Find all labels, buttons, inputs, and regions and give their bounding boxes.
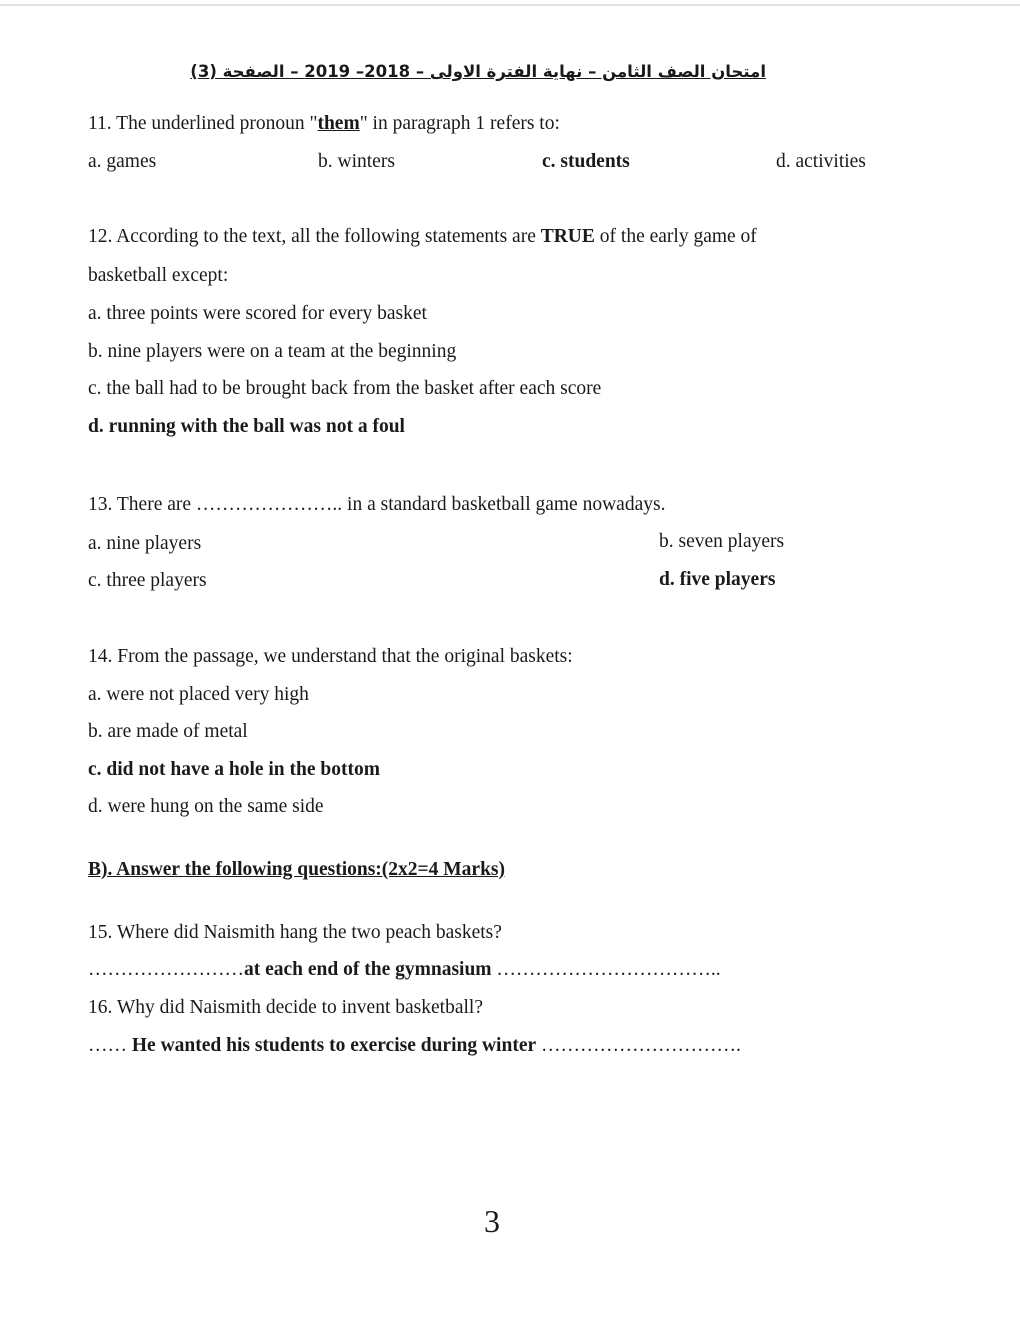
q14-option-b: b. are made of metal bbox=[88, 721, 248, 742]
q15-dots-before: …………………… bbox=[88, 959, 244, 980]
q13-option-a: a. nine players bbox=[88, 533, 202, 554]
page-top-edge bbox=[0, 4, 1020, 6]
q16-stem: 16. Why did Naismith decide to invent basketball? bbox=[88, 997, 483, 1018]
exam-header: امتحان الصف الثامن – نهاية الفترة الاولى – 2018– 2019 – الصفحة (3) bbox=[190, 62, 766, 81]
q14-option-d: d. were hung on the same side bbox=[88, 796, 324, 817]
q11-prefix: 11. The underlined pronoun " bbox=[88, 113, 318, 134]
q13-option-c: c. three players bbox=[88, 570, 207, 591]
q12-stem bbox=[88, 226, 757, 248]
q11-pronoun: them bbox=[317, 113, 360, 134]
q16-answer-line bbox=[88, 1035, 741, 1057]
q12-option-a: a. three points were scored for every basket bbox=[88, 303, 427, 324]
q11-option-b: b. winters bbox=[318, 151, 395, 172]
section-b-heading: B). Answer the following questions:(2x2=4 Marks) bbox=[88, 859, 506, 880]
q12-stem-part2: of the early game of bbox=[594, 226, 757, 247]
q11-option-d: d. activities bbox=[776, 151, 866, 172]
q12-stem-part1: 12. According to the text, all the following statements are bbox=[88, 226, 541, 247]
q16-dots-before: …… bbox=[88, 1035, 132, 1056]
q11-option-a: a. games bbox=[88, 151, 157, 172]
q15-answer-line bbox=[88, 959, 721, 981]
q13-stem: 13. There are ………………….. in a standard basketball game nowadays. bbox=[88, 494, 666, 515]
q14-option-a: a. were not placed very high bbox=[88, 684, 309, 705]
q15-answer: at each end of the gymnasium bbox=[244, 959, 492, 980]
q14-option-c: c. did not have a hole in the bottom bbox=[88, 759, 380, 780]
q11-stem bbox=[88, 113, 560, 135]
q11-suffix: " in paragraph 1 refers to: bbox=[359, 113, 560, 134]
q13-option-d: d. five players bbox=[659, 569, 776, 590]
q12-stem-line2: basketball except: bbox=[88, 265, 229, 286]
q15-dots-after: …………………………….. bbox=[491, 959, 721, 980]
q12-option-d: d. running with the ball was not a foul bbox=[88, 416, 405, 437]
q14-stem: 14. From the passage, we understand that the original baskets: bbox=[88, 646, 573, 667]
q12-option-b: b. nine players were on a team at the beginning bbox=[88, 341, 457, 362]
q12-option-c: c. the ball had to be brought back from the basket after each score bbox=[88, 378, 602, 399]
page-number: 3 bbox=[484, 1203, 500, 1239]
q12-stem-bold: TRUE bbox=[540, 226, 595, 247]
q16-dots-after: …………………………. bbox=[536, 1035, 741, 1056]
q13-option-b: b. seven players bbox=[659, 531, 785, 552]
q16-answer: He wanted his students to exercise during winter bbox=[131, 1035, 537, 1056]
q15-stem: 15. Where did Naismith hang the two peach baskets? bbox=[88, 922, 502, 943]
q11-option-c: c. students bbox=[542, 151, 630, 172]
